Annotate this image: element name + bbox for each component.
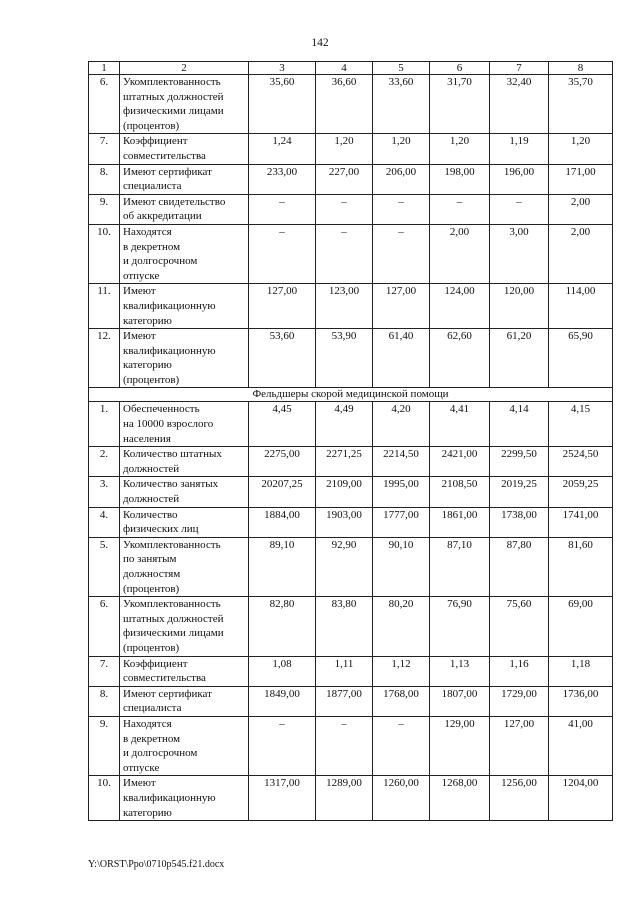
indicator-name-line: квалификационную xyxy=(123,344,216,357)
indicator-name-line: об аккредитации xyxy=(123,210,202,223)
row-number: 3. xyxy=(89,477,120,507)
value-cell: 2214,50 xyxy=(373,447,430,477)
value-cell: 53,90 xyxy=(316,329,373,388)
column-header: 1 xyxy=(89,62,120,75)
column-header: 2 xyxy=(120,62,249,75)
value-cell: 87,10 xyxy=(430,537,490,596)
row-number: 4. xyxy=(89,507,120,537)
value-cell: 123,00 xyxy=(316,284,373,329)
value-cell: 31,70 xyxy=(430,75,490,134)
indicator-name-line: на 10000 взрослого xyxy=(123,418,214,431)
value-cell: 2109,00 xyxy=(316,477,373,507)
value-cell: – xyxy=(373,716,430,775)
value-cell: 1877,00 xyxy=(316,686,373,716)
value-cell: 4,20 xyxy=(373,402,430,447)
row-number: 5. xyxy=(89,537,120,596)
value-cell: 4,45 xyxy=(249,402,316,447)
indicator-name-line: физическими лицами xyxy=(123,105,224,118)
indicator-name xyxy=(120,716,249,775)
indicator-name xyxy=(120,537,249,596)
indicator-name-line: и долгосрочном xyxy=(123,255,198,268)
value-cell: 1861,00 xyxy=(430,507,490,537)
header-row xyxy=(89,62,613,75)
column-header: 8 xyxy=(549,62,613,75)
value-cell: 1741,00 xyxy=(549,507,613,537)
indicator-name-line: Имеют xyxy=(123,285,156,298)
value-cell: 4,14 xyxy=(490,402,549,447)
indicator-name-line: (процентов) xyxy=(123,641,180,654)
indicator-name-line: физических лиц xyxy=(123,523,199,536)
value-cell: 2421,00 xyxy=(430,447,490,477)
row-number: 6. xyxy=(89,597,120,656)
indicator-name xyxy=(120,477,249,507)
statistics-table xyxy=(88,61,613,821)
table-row xyxy=(89,656,613,686)
value-cell: 2299,50 xyxy=(490,447,549,477)
value-cell: 2059,25 xyxy=(549,477,613,507)
indicator-name-line: (процентов) xyxy=(123,582,180,595)
value-cell: 90,10 xyxy=(373,537,430,596)
value-cell: 20207,25 xyxy=(249,477,316,507)
value-cell: 87,80 xyxy=(490,537,549,596)
value-cell: 1,20 xyxy=(316,134,373,164)
indicator-name-line: должностей xyxy=(123,462,180,475)
section-title: Фельдшеры скорой медицинской помощи xyxy=(89,388,613,402)
value-cell: 1,20 xyxy=(549,134,613,164)
indicator-name-line: Количество xyxy=(123,508,178,521)
value-cell: 35,60 xyxy=(249,75,316,134)
value-cell: 1204,00 xyxy=(549,776,613,821)
value-cell: – xyxy=(373,224,430,283)
indicator-name xyxy=(120,656,249,686)
indicator-name-line: категорию xyxy=(123,806,172,819)
column-header: 3 xyxy=(249,62,316,75)
value-cell: 2108,50 xyxy=(430,477,490,507)
indicator-name xyxy=(120,194,249,224)
table-row xyxy=(89,507,613,537)
table-row xyxy=(89,164,613,194)
row-number: 8. xyxy=(89,686,120,716)
indicator-name-line: совместительства xyxy=(123,672,206,685)
value-cell: 1768,00 xyxy=(373,686,430,716)
indicator-name xyxy=(120,329,249,388)
value-cell: 1729,00 xyxy=(490,686,549,716)
value-cell: 1268,00 xyxy=(430,776,490,821)
row-number: 7. xyxy=(89,656,120,686)
value-cell: – xyxy=(316,716,373,775)
row-number: 2. xyxy=(89,447,120,477)
value-cell: 1807,00 xyxy=(430,686,490,716)
indicator-name-line: отпуске xyxy=(123,269,160,282)
value-cell: 2,00 xyxy=(549,194,613,224)
indicator-name-line: специалиста xyxy=(123,180,182,193)
value-cell: 33,60 xyxy=(373,75,430,134)
page-number: 142 xyxy=(311,37,329,49)
table-row xyxy=(89,194,613,224)
indicator-name-line: категорию xyxy=(123,359,172,372)
value-cell: 75,60 xyxy=(490,597,549,656)
value-cell: 2271,25 xyxy=(316,447,373,477)
indicator-name-line: и долгосрочном xyxy=(123,747,198,760)
value-cell: 65,90 xyxy=(549,329,613,388)
value-cell: 4,49 xyxy=(316,402,373,447)
value-cell: 120,00 xyxy=(490,284,549,329)
value-cell: 1849,00 xyxy=(249,686,316,716)
value-cell: 196,00 xyxy=(490,164,549,194)
table-row xyxy=(89,686,613,716)
value-cell: 127,00 xyxy=(249,284,316,329)
indicator-name-line: физическими лицами xyxy=(123,627,224,640)
value-cell: – xyxy=(490,194,549,224)
value-cell: 4,15 xyxy=(549,402,613,447)
value-cell: 1,24 xyxy=(249,134,316,164)
indicator-name-line: Имеют сертификат xyxy=(123,687,212,700)
value-cell: 1260,00 xyxy=(373,776,430,821)
value-cell: 1,20 xyxy=(373,134,430,164)
value-cell: 1,16 xyxy=(490,656,549,686)
indicator-name-line: Количество занятых xyxy=(123,478,219,491)
table-row xyxy=(89,447,613,477)
indicator-name-line: Находятся xyxy=(123,225,172,238)
indicator-name-line: квалификационную xyxy=(123,791,216,804)
value-cell: 3,00 xyxy=(490,224,549,283)
value-cell: 1,13 xyxy=(430,656,490,686)
value-cell: – xyxy=(249,194,316,224)
value-cell: 1,19 xyxy=(490,134,549,164)
value-cell: 1884,00 xyxy=(249,507,316,537)
indicator-name xyxy=(120,224,249,283)
value-cell: 2,00 xyxy=(549,224,613,283)
value-cell: 2019,25 xyxy=(490,477,549,507)
table-row xyxy=(89,402,613,447)
table-row xyxy=(89,537,613,596)
indicator-name xyxy=(120,507,249,537)
indicator-name-line: Коэффициент xyxy=(123,135,188,148)
value-cell: 1256,00 xyxy=(490,776,549,821)
value-cell: 124,00 xyxy=(430,284,490,329)
value-cell: 1317,00 xyxy=(249,776,316,821)
table-row xyxy=(89,329,613,388)
value-cell: 62,60 xyxy=(430,329,490,388)
indicator-name xyxy=(120,597,249,656)
value-cell: 2,00 xyxy=(430,224,490,283)
table-row xyxy=(89,597,613,656)
value-cell: 233,00 xyxy=(249,164,316,194)
value-cell: 127,00 xyxy=(373,284,430,329)
row-number: 10. xyxy=(89,776,120,821)
indicator-name-line: штатных должностей xyxy=(123,90,224,103)
table-row xyxy=(89,716,613,775)
value-cell: 69,00 xyxy=(549,597,613,656)
indicator-name-line: отпуске xyxy=(123,761,160,774)
indicator-name-line: Имеют xyxy=(123,777,156,790)
value-cell: 1,12 xyxy=(373,656,430,686)
value-cell: 4,41 xyxy=(430,402,490,447)
indicator-name-line: в декретном xyxy=(123,732,181,745)
value-cell: – xyxy=(316,224,373,283)
table-row xyxy=(89,134,613,164)
value-cell: 92,90 xyxy=(316,537,373,596)
indicator-name xyxy=(120,164,249,194)
value-cell: 61,20 xyxy=(490,329,549,388)
column-header: 6 xyxy=(430,62,490,75)
value-cell: 61,40 xyxy=(373,329,430,388)
indicator-name-line: Имеют свидетельство xyxy=(123,195,226,208)
table-row xyxy=(89,776,613,821)
indicator-name-line: (процентов) xyxy=(123,373,180,386)
indicator-name-line: квалификационную xyxy=(123,299,216,312)
section-header-group xyxy=(89,388,613,402)
indicator-name xyxy=(120,776,249,821)
value-cell: 35,70 xyxy=(549,75,613,134)
indicator-name xyxy=(120,402,249,447)
row-number: 1. xyxy=(89,402,120,447)
indicator-name-line: по занятым xyxy=(123,553,177,566)
value-cell: 2524,50 xyxy=(549,447,613,477)
table-row xyxy=(89,477,613,507)
value-cell: 206,00 xyxy=(373,164,430,194)
row-number: 10. xyxy=(89,224,120,283)
value-cell: 2275,00 xyxy=(249,447,316,477)
value-cell: 83,80 xyxy=(316,597,373,656)
value-cell: 171,00 xyxy=(549,164,613,194)
indicator-name-line: Укомплектованность xyxy=(123,76,221,88)
row-number: 12. xyxy=(89,329,120,388)
value-cell: 1,20 xyxy=(430,134,490,164)
indicator-name-line: Укомплектованность xyxy=(123,538,221,551)
value-cell: – xyxy=(430,194,490,224)
indicator-name-line: Укомплектованность xyxy=(123,598,221,611)
footer-file-path: Y:\ORST\Ppo\0710p545.f21.docx xyxy=(88,859,225,870)
value-cell: 114,00 xyxy=(549,284,613,329)
column-header: 4 xyxy=(316,62,373,75)
indicator-name-line: штатных должностей xyxy=(123,612,224,625)
row-number: 9. xyxy=(89,194,120,224)
value-cell: 1736,00 xyxy=(549,686,613,716)
column-header: 5 xyxy=(373,62,430,75)
indicator-name-line: совместительства xyxy=(123,149,206,162)
table-row xyxy=(89,284,613,329)
indicator-name-line: Количество штатных xyxy=(123,448,222,461)
value-cell: 227,00 xyxy=(316,164,373,194)
value-cell: 81,60 xyxy=(549,537,613,596)
row-number: 6. xyxy=(89,75,120,134)
value-cell: 1,18 xyxy=(549,656,613,686)
value-cell: 129,00 xyxy=(430,716,490,775)
value-cell: 198,00 xyxy=(430,164,490,194)
value-cell: 1777,00 xyxy=(373,507,430,537)
indicator-name-line: населения xyxy=(123,432,171,445)
indicator-name xyxy=(120,284,249,329)
value-cell: – xyxy=(249,224,316,283)
indicator-name-line: Коэффициент xyxy=(123,657,188,670)
table-body-top xyxy=(89,75,613,388)
value-cell: 1,11 xyxy=(316,656,373,686)
value-cell: – xyxy=(373,194,430,224)
value-cell: 80,20 xyxy=(373,597,430,656)
table-row xyxy=(89,75,613,134)
value-cell: 1995,00 xyxy=(373,477,430,507)
value-cell: 1,08 xyxy=(249,656,316,686)
value-cell: 53,60 xyxy=(249,329,316,388)
value-cell: 127,00 xyxy=(490,716,549,775)
row-number: 11. xyxy=(89,284,120,329)
indicator-name-line: Обеспеченность xyxy=(123,403,200,416)
value-cell: 36,60 xyxy=(316,75,373,134)
indicator-name xyxy=(120,75,249,134)
value-cell: 76,90 xyxy=(430,597,490,656)
indicator-name-line: Имеют сертификат xyxy=(123,165,212,178)
column-header: 7 xyxy=(490,62,549,75)
indicator-name xyxy=(120,686,249,716)
value-cell: 1903,00 xyxy=(316,507,373,537)
indicator-name-line: должностей xyxy=(123,493,180,506)
indicator-name-line: категорию xyxy=(123,314,172,327)
section-row xyxy=(89,388,613,402)
row-number: 8. xyxy=(89,164,120,194)
indicator-name-line: должностям xyxy=(123,568,181,580)
value-cell: 89,10 xyxy=(249,537,316,596)
value-cell: 41,00 xyxy=(549,716,613,775)
indicator-name xyxy=(120,447,249,477)
indicator-name-line: Имеют xyxy=(123,330,156,343)
value-cell: 1738,00 xyxy=(490,507,549,537)
indicator-name-line: (процентов) xyxy=(123,119,180,132)
value-cell: 32,40 xyxy=(490,75,549,134)
value-cell: 82,80 xyxy=(249,597,316,656)
indicator-name xyxy=(120,134,249,164)
indicator-name-line: в декретном xyxy=(123,240,181,253)
indicator-name-line: Находятся xyxy=(123,717,172,730)
row-number: 9. xyxy=(89,716,120,775)
value-cell: – xyxy=(316,194,373,224)
value-cell: – xyxy=(249,716,316,775)
value-cell: 1289,00 xyxy=(316,776,373,821)
table-body-bottom xyxy=(89,402,613,821)
table-row xyxy=(89,224,613,283)
row-number: 7. xyxy=(89,134,120,164)
indicator-name-line: специалиста xyxy=(123,702,182,715)
